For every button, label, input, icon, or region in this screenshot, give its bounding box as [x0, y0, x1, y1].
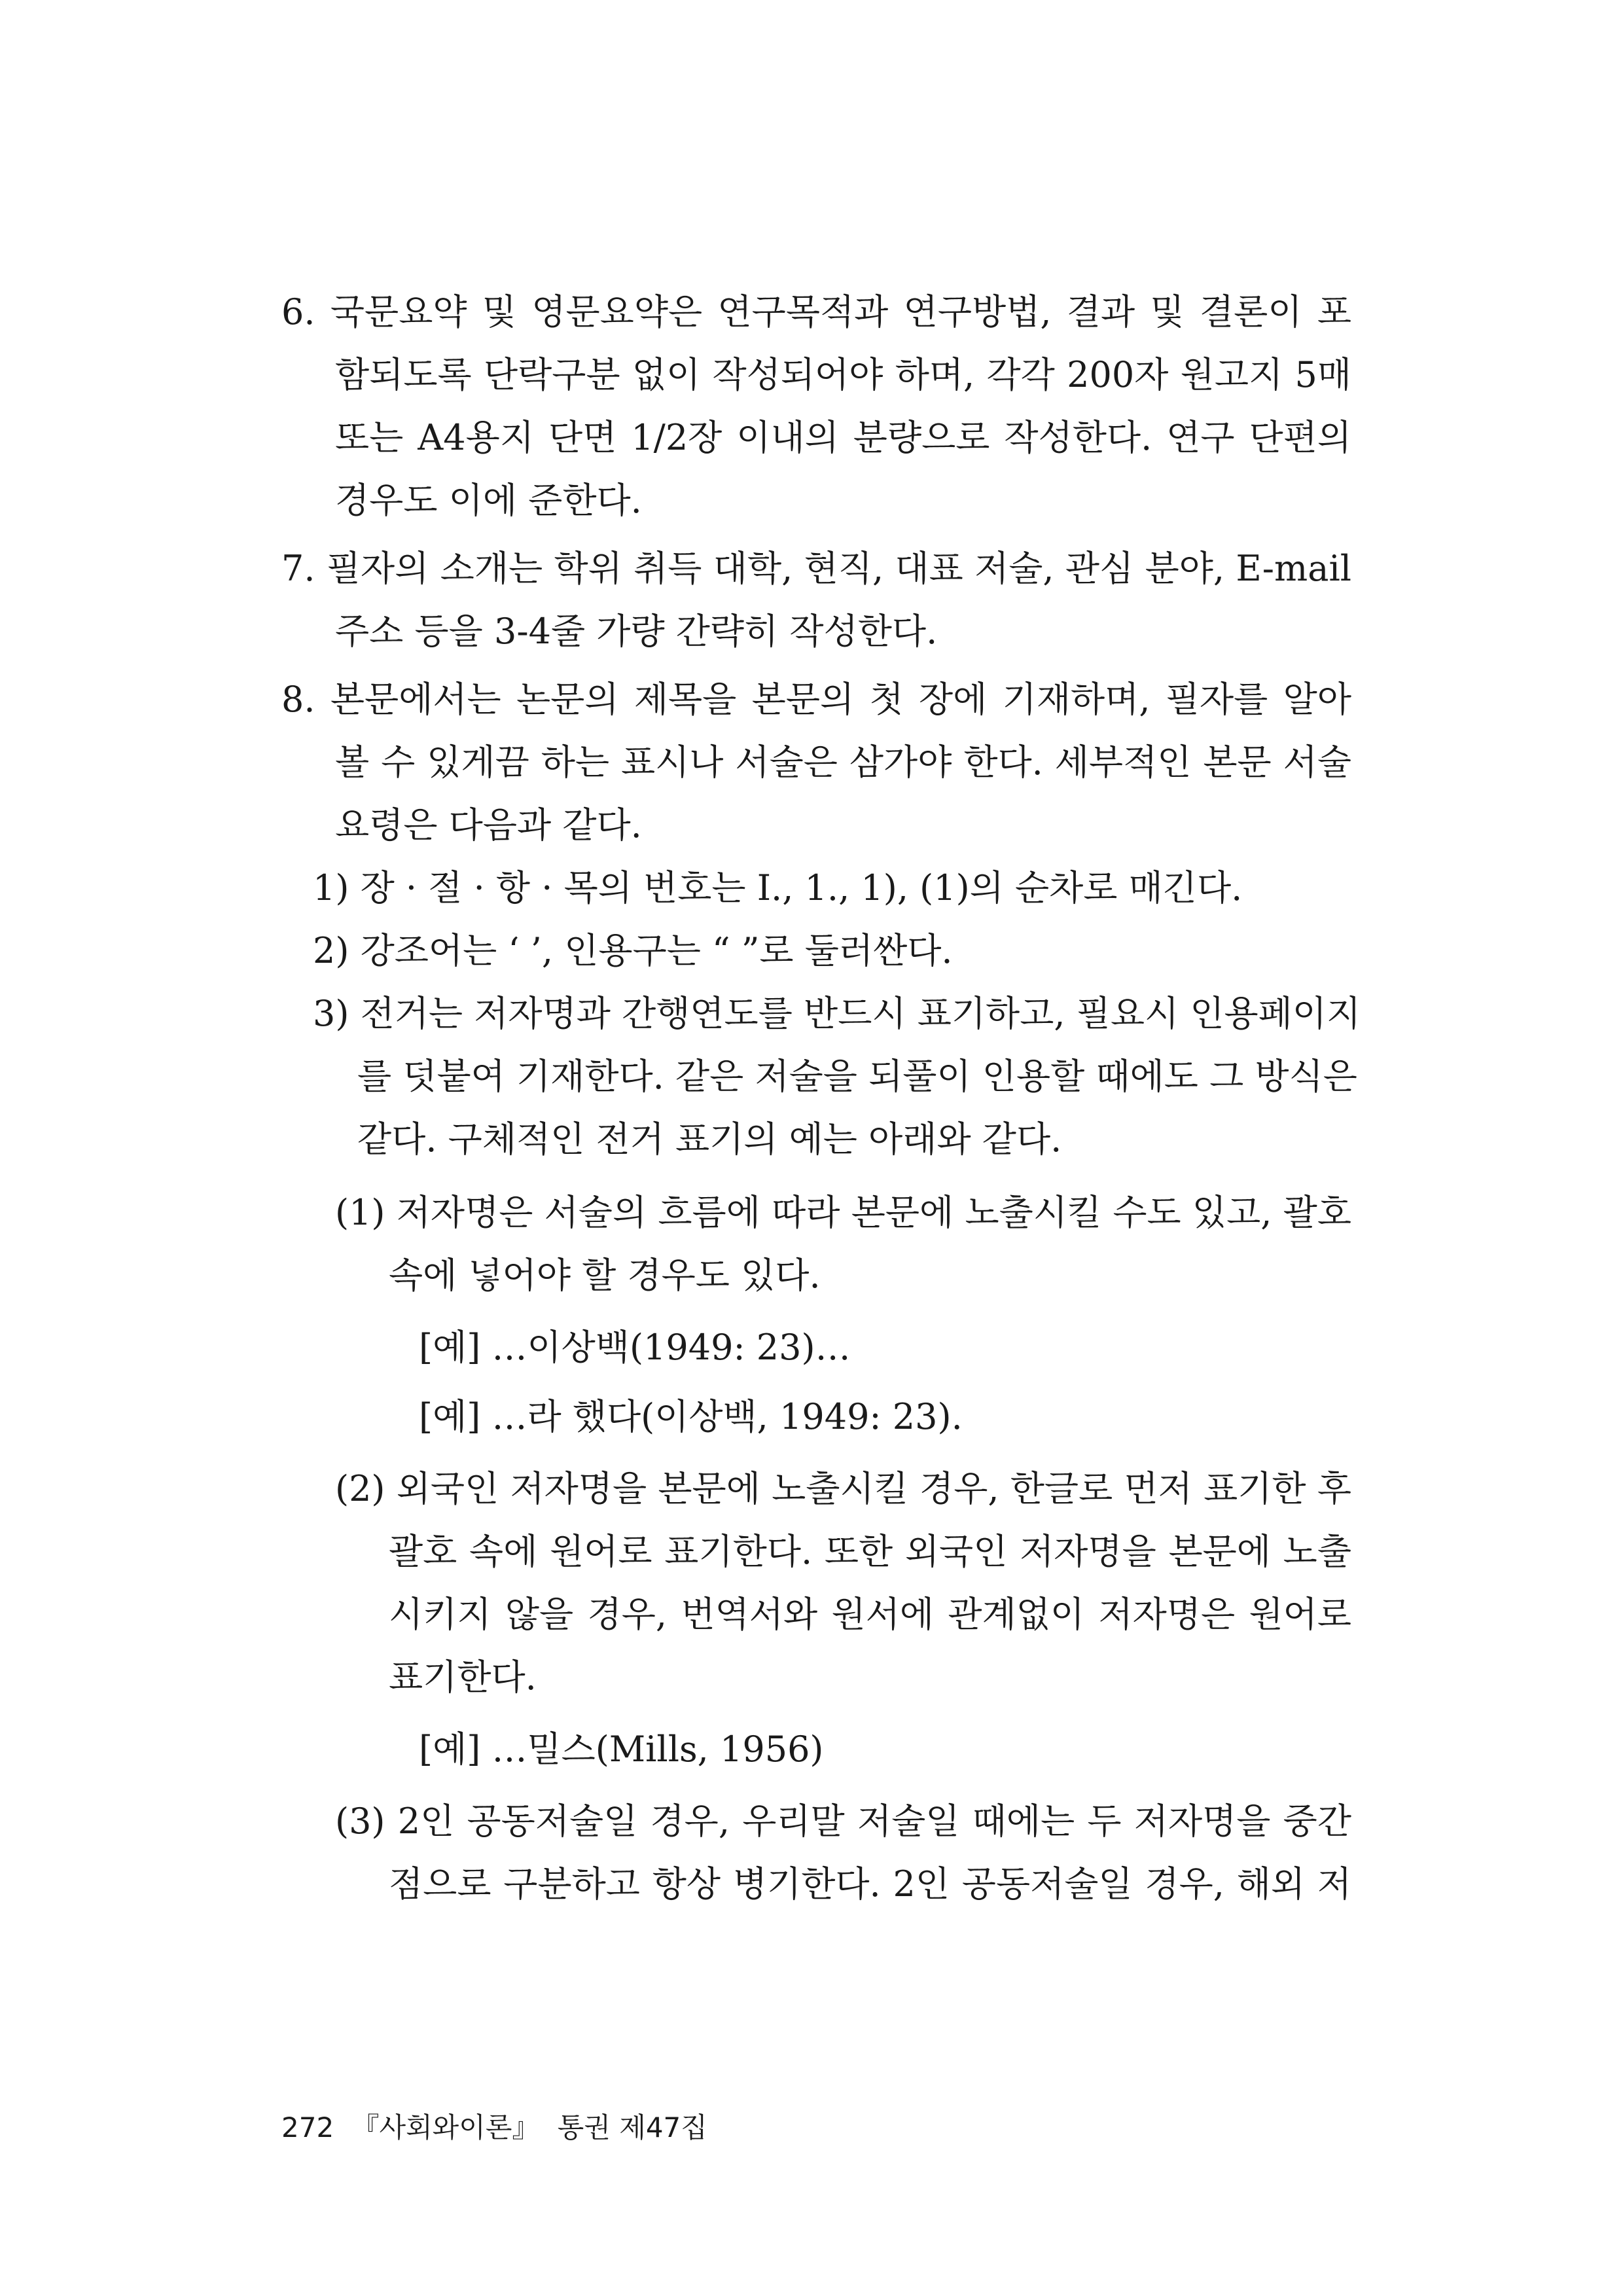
- clause-2-line-1: (2) 외국인 저자명을 본문에 노출시킬 경우, 한글로 먼저 표기한 후: [335, 1468, 1351, 1509]
- clause-1-line-2: 속에 넣어야 할 경우도 있다.: [389, 1255, 821, 1296]
- example-2: [예] …라 했다(이상백, 1949: 23).: [419, 1396, 963, 1437]
- item-8-line-3: 요령은 다음과 같다.: [335, 804, 642, 846]
- page-number: 272: [281, 2111, 334, 2144]
- clause-1-line-1: (1) 저자명은 서술의 흐름에 따라 본문에 노출시킬 수도 있고, 괄호: [335, 1192, 1351, 1233]
- item-6-line-4: 경우도 이에 준한다.: [335, 480, 642, 521]
- clause-2-line-4: 표기한다.: [389, 1657, 537, 1698]
- clause-3-line-1: (3) 2인 공동저술일 경우, 우리말 저술일 때에는 두 저자명을 중간: [335, 1801, 1351, 1842]
- example-3: [예] …밀스(Mills, 1956): [419, 1729, 824, 1770]
- clause-2-line-3: 시키지 않을 경우, 번역서와 원서에 관계없이 저자명은 원어로: [389, 1594, 1351, 1635]
- item-6-line-3: 또는 A4용지 단면 1/2장 이내의 분량으로 작성한다. 연구 단편의: [335, 417, 1351, 458]
- clause-2-line-2: 괄호 속에 원어로 표기한다. 또한 외국인 저자명을 본문에 노출: [389, 1531, 1351, 1572]
- subitem-3-line-1: 3) 전거는 저자명과 간행연도를 반드시 표기하고, 필요시 인용페이지: [313, 993, 1361, 1034]
- page-footer: [281, 2111, 717, 2144]
- subitem-3-line-3: 같다. 구체적인 전거 표기의 예는 아래와 같다.: [357, 1119, 1062, 1160]
- subitem-2: 2) 강조어는 ‘ ’, 인용구는 “ ”로 둘러싼다.: [313, 930, 953, 971]
- journal-volume: 통권 제47집: [557, 2111, 707, 2144]
- item-8-line-1: 8. 본문에서는 논문의 제목을 본문의 첫 장에 기재하며, 필자를 알아: [281, 679, 1351, 720]
- subitem-1: 1) 장 · 절 · 항 · 목의 번호는 Ⅰ., 1., 1), (1)의 순차로 매긴다.: [313, 867, 1243, 908]
- clause-3-line-2: 점으로 구분하고 항상 병기한다. 2인 공동저술일 경우, 해외 저: [389, 1863, 1351, 1905]
- example-1: [예] …이상백(1949: 23)…: [419, 1327, 851, 1368]
- item-8-line-2: 볼 수 있게끔 하는 표시나 서술은 삼가야 한다. 세부적인 본문 서술: [335, 742, 1351, 783]
- item-6-line-1: 6. 국문요약 및 영문요약은 연구목적과 연구방법, 결과 및 결론이 포: [281, 291, 1351, 332]
- journal-title: 『사회와이론』: [351, 2111, 540, 2144]
- item-7-line-1: 7. 필자의 소개는 학위 취득 대학, 현직, 대표 저술, 관심 분야, E-mail: [281, 548, 1351, 589]
- subitem-3-line-2: 를 덧붙여 기재한다. 같은 저술을 되풀이 인용할 때에도 그 방식은: [357, 1056, 1357, 1097]
- item-7-line-2: 주소 등을 3-4줄 가량 간략히 작성한다.: [335, 611, 938, 652]
- item-6-line-2: 함되도록 단락구분 없이 작성되어야 하며, 각각 200자 원고지 5매: [335, 354, 1351, 395]
